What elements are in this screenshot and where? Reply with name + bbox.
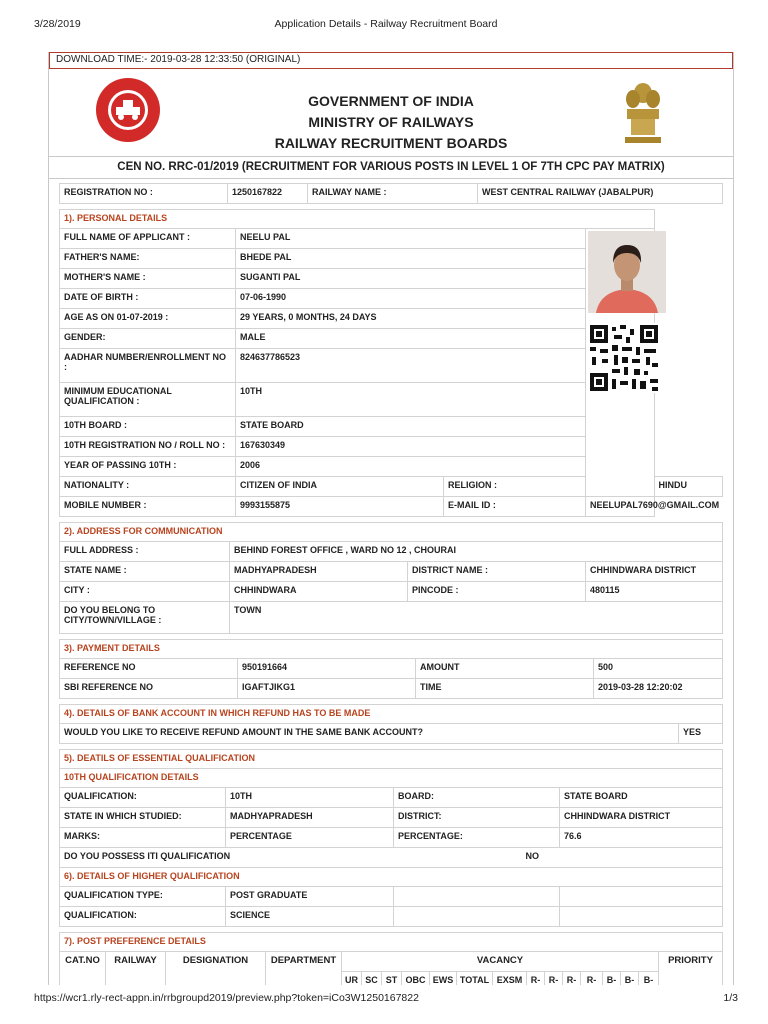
marks-value: PERCENTAGE <box>226 828 394 848</box>
religion-value: HINDU <box>654 477 723 497</box>
vacancy-col-obc: OBC <box>402 972 430 986</box>
qualification-type-label: QUALIFICATION TYPE: <box>60 887 226 907</box>
qr-code-icon <box>588 323 660 393</box>
belong-label: DO YOU BELONG TO CITY/TOWN/VILLAGE : <box>60 602 230 634</box>
mobile-label: MOBILE NUMBER : <box>60 497 236 517</box>
pincode-value: 480115 <box>586 582 723 602</box>
vacancy-col-total: TOTAL <box>457 972 493 986</box>
vacancy-col-sc: SC <box>362 972 382 986</box>
district-name-label: DISTRICT NAME : <box>408 562 586 582</box>
col-cat-no: CAT.NO <box>60 952 106 986</box>
personal-value: 824637786523 <box>236 349 586 383</box>
belong-value: TOWN <box>230 602 723 634</box>
personal-label: GENDER: <box>60 329 236 349</box>
bank-table <box>59 704 723 744</box>
amount-label: AMOUNT <box>416 659 594 679</box>
personal-label: DATE OF BIRTH : <box>60 289 236 309</box>
vacancy-col-st: ST <box>382 972 402 986</box>
vacancy-col-b: B- <box>621 972 639 986</box>
vacancy-col-exsm: EXSM <box>493 972 527 986</box>
amount-value: 500 <box>594 659 723 679</box>
vacancy-col-b: B- <box>603 972 621 986</box>
essential-heading: 5). DEATILS OF ESSENTIAL QUALIFICATION <box>60 750 723 769</box>
personal-value: 2006 <box>236 457 586 477</box>
personal-label: MINIMUM EDUCATIONAL QUALIFICATION : <box>60 383 236 417</box>
personal-value: NEELU PAL <box>236 229 586 249</box>
higher-qualification-value: SCIENCE <box>226 907 394 927</box>
header-line-1: GOVERNMENT OF INDIA <box>308 93 474 109</box>
personal-value: 07-06-1990 <box>236 289 586 309</box>
col-designation: DESIGNATION <box>166 952 266 986</box>
vacancy-col-r: R- <box>527 972 545 986</box>
personal-value: SUGANTI PAL <box>236 269 586 289</box>
header-line-3: RAILWAY RECRUITMENT BOARDS <box>274 135 508 151</box>
qualification-type-value: POST GRADUATE <box>226 887 394 907</box>
district-label: DISTRICT: <box>394 808 560 828</box>
header-banner <box>49 69 733 157</box>
ashoka-emblem-icon <box>621 79 665 147</box>
personal-value: MALE <box>236 329 586 349</box>
empty-cell <box>560 907 723 927</box>
tenth-subheading: 10TH QUALIFICATION DETAILS <box>60 769 723 788</box>
qualification-value: 10TH <box>226 788 394 808</box>
iti-label: DO YOU POSSESS ITI QUALIFICATION <box>60 848 394 868</box>
photo-qr-cell <box>586 229 655 497</box>
post-preference-heading: 7). POST PREFERENCE DETAILS <box>60 933 723 952</box>
essential-qualification-table <box>59 749 723 927</box>
mobile-value: 9993155875 <box>236 497 444 517</box>
railway-name-value: WEST CENTRAL RAILWAY (JABALPUR) <box>478 184 723 204</box>
iti-value: NO <box>394 848 723 868</box>
refund-answer: YES <box>679 724 723 744</box>
board-value: STATE BOARD <box>560 788 723 808</box>
percentage-label: PERCENTAGE: <box>394 828 560 848</box>
personal-label: FULL NAME OF APPLICANT : <box>60 229 236 249</box>
personal-value: BHEDE PAL <box>236 249 586 269</box>
personal-value: 167630349 <box>236 437 586 457</box>
reg-no-value: 1250167822 <box>228 184 308 204</box>
full-address-value: BEHIND FOREST OFFICE , WARD NO 12 , CHOURAI <box>230 542 723 562</box>
email-value: NEELUPAL7690@GMAIL.COM <box>586 497 655 517</box>
cen-notice: CEN NO. RRC-01/2019 (RECRUITMENT FOR VARIOUS POSTS IN LEVEL 1 OF 7TH CPC PAY MATRIX) <box>49 157 733 179</box>
state-studied-value: MADHYAPRADESH <box>226 808 394 828</box>
vacancy-col-b: B- <box>639 972 659 986</box>
personal-label: FATHER'S NAME: <box>60 249 236 269</box>
reg-no-label: REGISTRATION NO : <box>60 184 228 204</box>
reference-no-value: 950191664 <box>238 659 416 679</box>
personal-value: 10TH <box>236 383 586 417</box>
refund-question: WOULD YOU LIKE TO RECEIVE REFUND AMOUNT IN THE SAME BANK ACCOUNT? <box>60 724 679 744</box>
payment-table <box>59 639 723 699</box>
religion-label: RELIGION : <box>444 477 586 497</box>
vacancy-col-r: R- <box>581 972 603 986</box>
vacancy-col-ews: EWS <box>430 972 457 986</box>
personal-label: AGE AS ON 01-07-2019 : <box>60 309 236 329</box>
reference-no-label: REFERENCE NO <box>60 659 238 679</box>
print-title: Application Details - Railway Recruitment Board <box>274 18 498 30</box>
state-studied-label: STATE IN WHICH STUDIED: <box>60 808 226 828</box>
personal-label: YEAR OF PASSING 10TH : <box>60 457 236 477</box>
payment-heading: 3). PAYMENT DETAILS <box>60 640 723 659</box>
pincode-label: PINCODE : <box>408 582 586 602</box>
personal-label: 10TH REGISTRATION NO / ROLL NO : <box>60 437 236 457</box>
state-name-value: MADHYAPRADESH <box>230 562 408 582</box>
empty-cell <box>394 907 560 927</box>
time-label: TIME <box>416 679 594 699</box>
district-name-value: CHHINDWARA DISTRICT <box>586 562 723 582</box>
registration-table <box>59 183 723 204</box>
city-label: CITY : <box>60 582 230 602</box>
application-document <box>48 52 734 985</box>
address-table <box>59 522 723 634</box>
indian-railways-logo <box>95 77 161 143</box>
marks-label: MARKS: <box>60 828 226 848</box>
empty-cell <box>394 887 560 907</box>
vacancy-col-ur: UR <box>342 972 362 986</box>
city-value: CHHINDWARA <box>230 582 408 602</box>
personal-value: STATE BOARD <box>236 417 586 437</box>
percentage-value: 76.6 <box>560 828 723 848</box>
header-line-2: MINISTRY OF RAILWAYS <box>308 114 474 130</box>
railway-name-label: RAILWAY NAME : <box>308 184 478 204</box>
col-railway: RAILWAY <box>106 952 166 986</box>
applicant-photo <box>588 231 666 313</box>
sbi-reference-value: IGAFTJIKG1 <box>238 679 416 699</box>
email-label: E-MAIL ID : <box>444 497 586 517</box>
bank-heading: 4). DETAILS OF BANK ACCOUNT IN WHICH REFUND HAS TO BE MADE <box>60 705 723 724</box>
personal-details-table <box>59 209 723 517</box>
nationality-label: NATIONALITY : <box>60 477 236 497</box>
full-address-label: FULL ADDRESS : <box>60 542 230 562</box>
empty-cell <box>560 887 723 907</box>
address-heading: 2). ADDRESS FOR COMMUNICATION <box>60 523 723 542</box>
post-preference-table <box>59 932 723 985</box>
download-time: DOWNLOAD TIME:- 2019-03-28 12:33:50 (ORIGINAL) <box>49 52 733 69</box>
print-date: 3/28/2019 <box>34 18 81 30</box>
col-priority: PRIORITY <box>659 952 723 986</box>
col-vacancy: VACANCY <box>342 952 659 972</box>
personal-label: 10TH BOARD : <box>60 417 236 437</box>
personal-label: MOTHER'S NAME : <box>60 269 236 289</box>
sbi-reference-label: SBI REFERENCE NO <box>60 679 238 699</box>
time-value: 2019-03-28 12:20:02 <box>594 679 723 699</box>
personal-value: 29 YEARS, 0 MONTHS, 24 DAYS <box>236 309 586 329</box>
personal-details-heading: 1). PERSONAL DETAILS <box>60 210 655 229</box>
personal-label: AADHAR NUMBER/ENROLLMENT NO : <box>60 349 236 383</box>
print-page-number: 1/3 <box>723 992 738 1004</box>
nationality-value: CITIZEN OF INDIA <box>236 477 444 497</box>
vacancy-col-r: R- <box>563 972 581 986</box>
col-department: DEPARTMENT <box>266 952 342 986</box>
qualification-label: QUALIFICATION: <box>60 788 226 808</box>
higher-qualification-label: QUALIFICATION: <box>60 907 226 927</box>
print-url: https://wcr1.rly-rect-appn.in/rrbgroupd2019/preview.php?token=iCo3W1250167822 <box>34 992 419 1004</box>
vacancy-col-r: R- <box>545 972 563 986</box>
district-value: CHHINDWARA DISTRICT <box>560 808 723 828</box>
state-name-label: STATE NAME : <box>60 562 230 582</box>
board-label: BOARD: <box>394 788 560 808</box>
higher-heading: 6). DETAILS OF HIGHER QUALIFICATION <box>60 868 723 887</box>
